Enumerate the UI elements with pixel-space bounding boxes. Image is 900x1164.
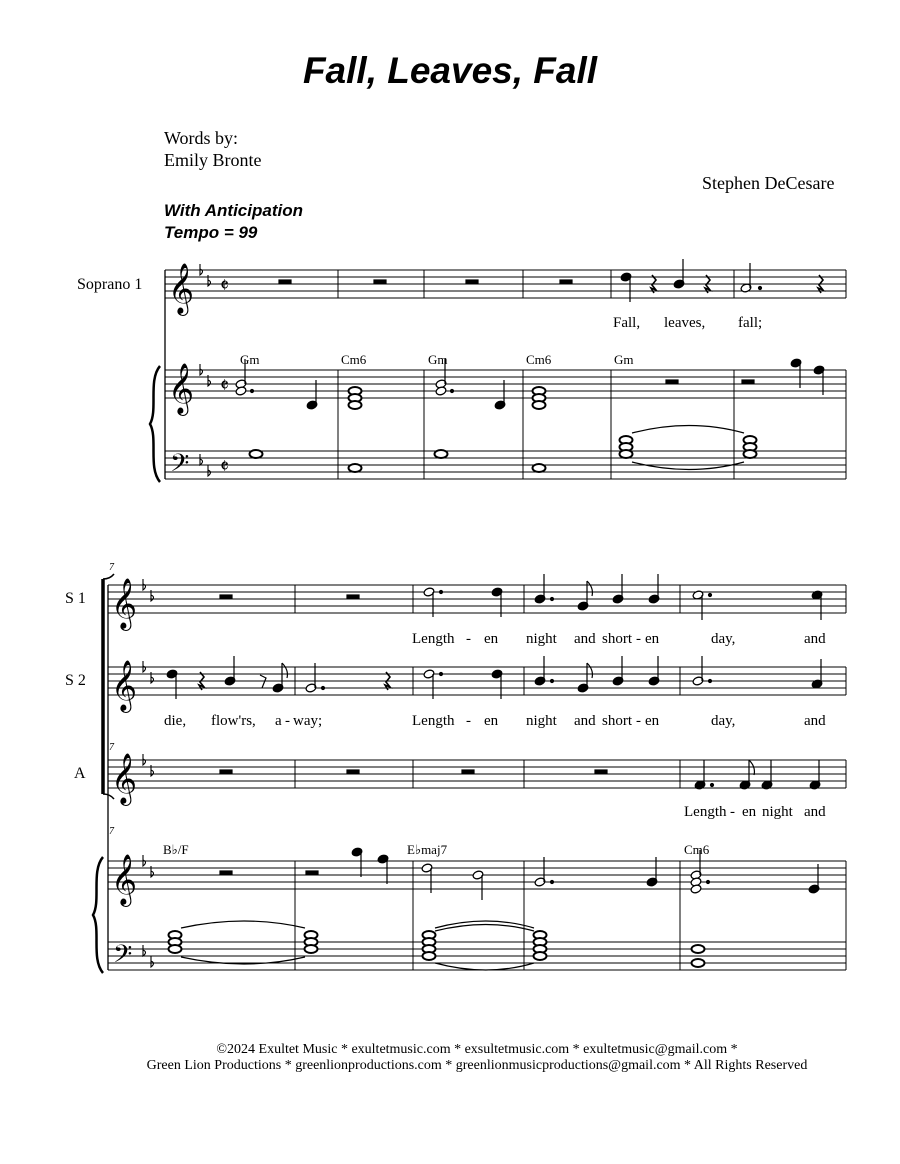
s2-label: S 2 — [65, 672, 86, 689]
lyric-syllable: Length — [412, 631, 455, 647]
s1-label: S 1 — [65, 590, 86, 607]
copyright-line: Green Lion Productions * greenlionproductions.com * greenlionmusicproductions@gmail.com * All Rights Reserved — [146, 1058, 808, 1073]
lyric-syllable: and — [574, 631, 596, 647]
svg-text:𝄵: 𝄵 — [220, 275, 229, 297]
measure-number: 7 — [109, 562, 114, 573]
lyric-syllable: en — [645, 631, 660, 647]
lyric-syllable: die, — [164, 713, 187, 729]
lyric-syllable: en — [484, 631, 499, 647]
lyricist-label: Words by: — [164, 128, 239, 148]
s2-staff — [108, 667, 846, 695]
bass-clef-icon: 𝄢 — [113, 940, 133, 975]
chord-symbol: E♭maj7 — [407, 842, 448, 857]
treble-clef-icon: 𝄞 — [111, 578, 138, 629]
treble-clef-icon: 𝄞 — [111, 660, 138, 711]
lyric-syllable: - — [636, 631, 641, 647]
s2-notes — [166, 656, 823, 699]
chord-symbol: Gm — [614, 352, 634, 367]
svg-text:𝄵: 𝄵 — [220, 456, 229, 478]
page-title: Fall, Leaves, Fall — [302, 50, 598, 91]
chord-symbol: Cm6 — [341, 352, 367, 367]
lyric-syllable: and — [804, 631, 826, 647]
piano-lh-staff-2 — [108, 942, 846, 970]
lyric-syllable: Length — [412, 713, 455, 729]
bass-clef-icon: 𝄢 — [170, 449, 190, 484]
alto-staff — [108, 760, 846, 788]
lyric-syllable: night — [526, 713, 557, 729]
measure-number: 7 — [109, 742, 114, 753]
lyric-syllable: Length — [684, 804, 727, 820]
treble-clef-icon: 𝄞 — [168, 263, 195, 314]
chord-symbol: Gm — [240, 352, 260, 367]
composer-name: Stephen DeCesare — [702, 173, 835, 193]
lyric-syllable: short — [602, 713, 632, 729]
soprano1-label: Soprano 1 — [77, 276, 143, 293]
lyric-syllable: leaves, — [664, 315, 706, 331]
lyric-syllable: way; — [293, 713, 323, 729]
lyric-syllable: day, — [711, 631, 736, 647]
lyric-syllable: - — [730, 804, 735, 820]
lyric-syllable: day, — [711, 713, 736, 729]
lyricist-name: Emily Bronte — [164, 150, 262, 170]
lyric-syllable: night — [762, 804, 793, 820]
svg-text:𝄵: 𝄵 — [220, 375, 229, 397]
piano-rh-staff — [165, 370, 846, 398]
s1-staff — [108, 585, 846, 613]
lyric-syllable: - — [285, 713, 290, 729]
measure-number: 7 — [109, 826, 114, 837]
lyric-syllable: flow'rs, — [211, 713, 256, 729]
lyric-syllable: short — [602, 631, 632, 647]
piano-rh-notes-2 — [220, 847, 820, 900]
treble-clef-icon: 𝄞 — [111, 753, 138, 804]
soprano1-staff — [165, 270, 846, 298]
lyric-syllable: en — [484, 713, 499, 729]
lyric-syllable: - — [466, 713, 471, 729]
lyric-syllable: night — [526, 631, 557, 647]
lyric-syllable: fall; — [738, 315, 763, 331]
lyric-syllable: en — [645, 713, 660, 729]
chord-symbol: Cm6 — [526, 352, 552, 367]
lyric-syllable: - — [466, 631, 471, 647]
soprano1-notes — [279, 259, 823, 302]
lyric-syllable: en — [742, 804, 757, 820]
clefs-system-2 — [111, 578, 154, 975]
copyright-line: ©2024 Exultet Music * exultetmusic.com * exsultetmusic.com * exultetmusic@gmail.com * — [216, 1042, 738, 1057]
lyric-syllable: and — [804, 713, 826, 729]
chord-symbol: B♭/F — [163, 842, 189, 857]
tempo-value: Tempo = 99 — [164, 223, 258, 242]
tempo-marking: With Anticipation — [164, 201, 303, 220]
treble-clef-icon: 𝄞 — [111, 854, 138, 905]
treble-clef-icon: 𝄞 — [168, 363, 195, 414]
chord-symbol: Gm — [428, 352, 448, 367]
lyric-syllable: Fall, — [613, 315, 641, 331]
lyric-syllable: and — [574, 713, 596, 729]
chord-symbol: Cm6 — [684, 842, 710, 857]
alto-label: A — [74, 765, 86, 782]
alto-notes — [220, 760, 821, 790]
lyric-syllable: - — [636, 713, 641, 729]
lyric-syllable: a — [275, 713, 282, 729]
lyric-syllable: and — [804, 804, 826, 820]
